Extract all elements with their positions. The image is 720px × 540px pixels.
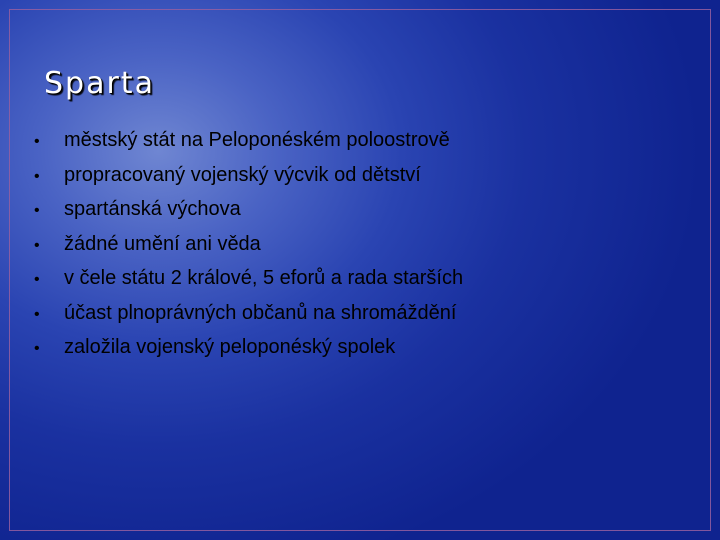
bullet-list [34,129,463,371]
bullet-item [34,198,463,233]
bullet-text: propracovaný vojenský výcvik od dětství [64,163,421,186]
bullet-text: založila vojenský peloponéský spolek [64,336,396,358]
bullet-item [34,267,463,302]
bullet-text: v čele státu 2 králové, 5 eforů a rada starších [64,267,464,289]
bullet-text: účast plnoprávných občanů na shromáždění [64,301,457,324]
bullet-icon: • [34,340,40,357]
bullet-text: žádné umění ani věda [64,232,261,255]
bullet-text: městský stát na Peloponéském poloostrově [64,129,450,151]
bullet-icon: • [34,167,40,185]
bullet-icon: • [34,202,40,219]
bullet-icon: • [34,271,40,288]
bullet-icon: • [34,133,40,150]
bullet-item [34,129,463,164]
bullet-item [34,336,463,371]
bullet-icon: • [34,305,40,323]
slide-title: Sparta [44,66,155,101]
bullet-item [34,233,463,268]
bullet-item [34,164,463,199]
bullet-item [34,302,463,337]
bullet-text: spartánská výchova [64,198,241,220]
bullet-icon: • [34,236,40,254]
